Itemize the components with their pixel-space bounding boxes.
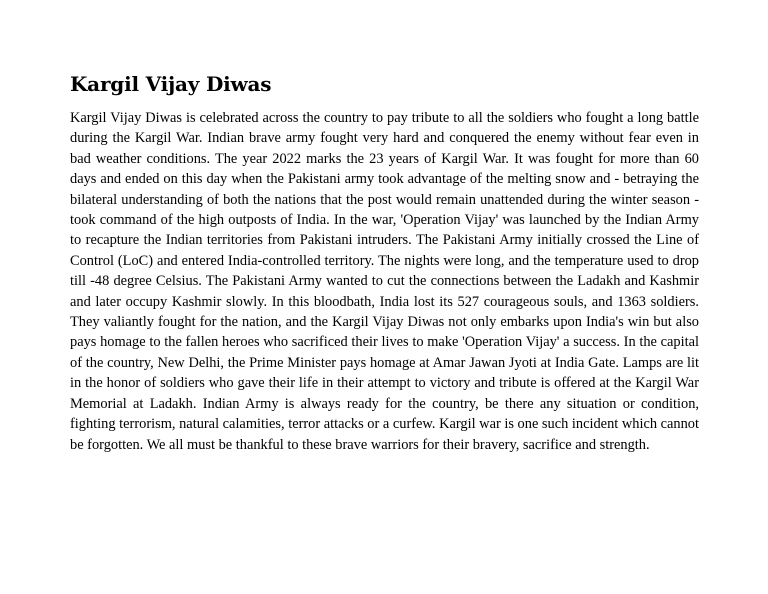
document-title: Kargil Vijay Diwas xyxy=(70,72,272,96)
document-body-paragraph: Kargil Vijay Diwas is celebrated across the country to pay tribute to all the soldiers who fought a long battle during the Kargil War. Indian brave army fought very hard and conquered the enemy without fear even in bad weather conditions. The year 2022 marks the 23 years of Kargil War. It was fought for more than 60 days and ended on this day when the Pakistani army took advantage of the melting snow and - betraying the bilateral understanding of both the nations that the post would remain unattended during the winter season - took command of the high outposts of India. In the war, 'Operation Vijay' was launched by the Indian Army to recapture the Indian territories from Pakistani intruders. The Pakistani Army initially crossed the Line of Control (LoC) and entered India-controlled territory. The nights were long, and the temperature used to drop till -48 degree Celsius. The Pakistani Army wanted to cut the connections between the Ladakh and Kashmir and later occupy Kashmir slowly. In this bloodbath, India lost its 527 courageous souls, and 1363 soldiers. They valiantly fought for the nation, and the Kargil Vijay Diwas not only embarks upon India's win but also pays homage to the fallen heroes who sacrificed their lives to make 'Operation Vijay' a success. In the capital of the country, New Delhi, the Prime Minister pays homage at Amar Jawan Jyoti at India Gate. Lamps are lit in the honor of soldiers who gave their life in their attempt to victory and tribute is offered at the Kargil War Memorial at Ladakh. Indian Army is always ready for the country, be there any situation or condition, fighting terrorism, natural calamities, terror attacks or a curfew. Kargil war is one such incident which cannot be forgotten. We all must be thankful to these brave warriors for their bravery, sacrifice and strength. xyxy=(70,110,699,453)
